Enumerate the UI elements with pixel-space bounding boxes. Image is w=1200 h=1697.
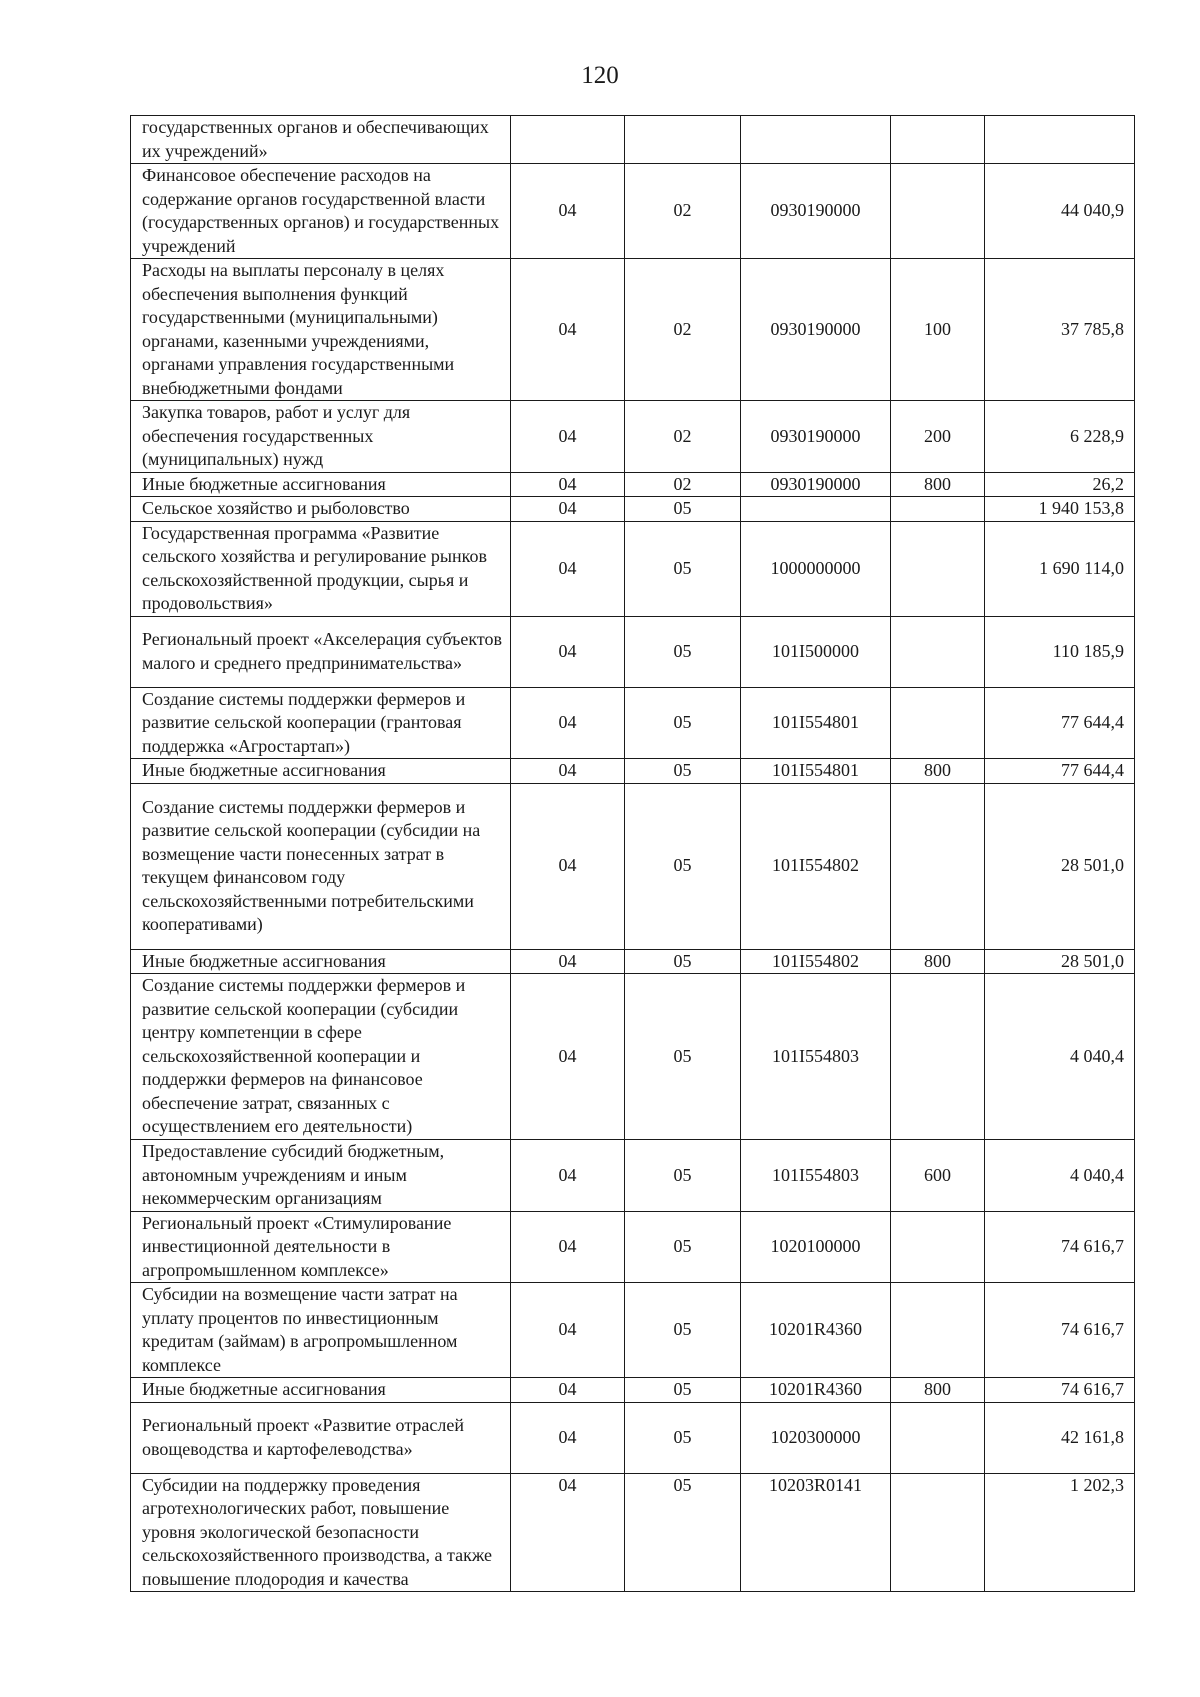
row-subsection: 02	[625, 259, 741, 401]
row-section: 04	[511, 974, 625, 1140]
row-amount: 4 040,4	[985, 974, 1135, 1140]
row-target-article: 101I554802	[741, 949, 891, 974]
row-subsection: 05	[625, 1283, 741, 1378]
row-target-article: 101I500000	[741, 616, 891, 687]
row-expense-type	[891, 616, 985, 687]
row-target-article: 0930190000	[741, 259, 891, 401]
row-target-article: 0930190000	[741, 401, 891, 473]
row-name: Региональный проект «Развитие отраслей овощеводства и картофелеводства»	[131, 1402, 511, 1473]
row-section: 04	[511, 497, 625, 522]
table-row	[131, 783, 1135, 949]
row-expense-type	[891, 521, 985, 616]
row-amount: 74 616,7	[985, 1378, 1135, 1403]
row-amount	[985, 116, 1135, 164]
row-name: Создание системы поддержки фермеров и развитие сельской кооперации (грантовая поддержка «Агростартап»)	[131, 687, 511, 759]
row-name: Предоставление субсидий бюджетным, автономным учреждениям и иным некоммерческим организациям	[131, 1140, 511, 1212]
row-subsection: 05	[625, 949, 741, 974]
row-amount: 74 616,7	[985, 1283, 1135, 1378]
row-section: 04	[511, 1283, 625, 1378]
row-target-article	[741, 116, 891, 164]
row-name: Закупка товаров, работ и услуг для обеспечения государственных (муниципальных) нужд	[131, 401, 511, 473]
row-amount: 1 202,3	[985, 1473, 1135, 1592]
table-row	[131, 616, 1135, 687]
row-section: 04	[511, 687, 625, 759]
row-amount: 42 161,8	[985, 1402, 1135, 1473]
row-amount: 77 644,4	[985, 759, 1135, 784]
row-name: Иные бюджетные ассигнования	[131, 1378, 511, 1403]
row-subsection: 05	[625, 1402, 741, 1473]
row-amount: 28 501,0	[985, 949, 1135, 974]
row-amount: 1 690 114,0	[985, 521, 1135, 616]
table-row	[131, 1473, 1135, 1592]
row-subsection: 02	[625, 401, 741, 473]
table-row	[131, 1140, 1135, 1212]
row-expense-type: 100	[891, 259, 985, 401]
row-target-article: 0930190000	[741, 472, 891, 497]
row-amount: 37 785,8	[985, 259, 1135, 401]
row-section: 04	[511, 164, 625, 259]
row-expense-type: 200	[891, 401, 985, 473]
table-row	[131, 116, 1135, 164]
row-target-article: 101I554803	[741, 974, 891, 1140]
row-name: Иные бюджетные ассигнования	[131, 759, 511, 784]
row-target-article: 101I554801	[741, 687, 891, 759]
row-section: 04	[511, 1473, 625, 1592]
table-row	[131, 974, 1135, 1140]
row-amount: 44 040,9	[985, 164, 1135, 259]
row-target-article: 1000000000	[741, 521, 891, 616]
row-expense-type	[891, 687, 985, 759]
row-section: 04	[511, 1211, 625, 1283]
row-section: 04	[511, 783, 625, 949]
row-target-article: 101I554803	[741, 1140, 891, 1212]
row-target-article: 1020100000	[741, 1211, 891, 1283]
table-row	[131, 1283, 1135, 1378]
row-subsection: 05	[625, 521, 741, 616]
row-target-article: 101I554801	[741, 759, 891, 784]
row-amount: 74 616,7	[985, 1211, 1135, 1283]
row-expense-type	[891, 497, 985, 522]
table-row	[131, 497, 1135, 522]
row-target-article: 0930190000	[741, 164, 891, 259]
table-row	[131, 1378, 1135, 1403]
row-expense-type	[891, 116, 985, 164]
row-subsection: 05	[625, 497, 741, 522]
row-section: 04	[511, 259, 625, 401]
row-section: 04	[511, 759, 625, 784]
row-section: 04	[511, 1140, 625, 1212]
row-amount: 28 501,0	[985, 783, 1135, 949]
row-subsection: 02	[625, 472, 741, 497]
row-expense-type: 800	[891, 949, 985, 974]
row-amount: 110 185,9	[985, 616, 1135, 687]
table-row	[131, 949, 1135, 974]
row-subsection: 05	[625, 1378, 741, 1403]
row-name: Финансовое обеспечение расходов на содержание органов государственной власти (государственных органов) и государственных учреждений	[131, 164, 511, 259]
row-subsection: 05	[625, 1140, 741, 1212]
row-subsection: 05	[625, 687, 741, 759]
row-expense-type: 800	[891, 1378, 985, 1403]
row-name: Иные бюджетные ассигнования	[131, 472, 511, 497]
row-expense-type	[891, 1402, 985, 1473]
row-section: 04	[511, 521, 625, 616]
row-name: Расходы на выплаты персоналу в целях обеспечения выполнения функций государственными (муниципальными) органами, казенными учреждениями, органами управления государственными внебюджетными фондами	[131, 259, 511, 401]
row-expense-type	[891, 783, 985, 949]
row-target-article: 10201R4360	[741, 1283, 891, 1378]
page-number: 120	[581, 62, 619, 89]
table-row	[131, 164, 1135, 259]
row-expense-type	[891, 1473, 985, 1592]
row-subsection: 05	[625, 783, 741, 949]
row-name: Государственная программа «Развитие сельского хозяйства и регулирование рынков сельскохозяйственной продукции, сырья и продовольствия»	[131, 521, 511, 616]
table-row	[131, 1211, 1135, 1283]
row-section: 04	[511, 616, 625, 687]
row-section: 04	[511, 1402, 625, 1473]
table-row	[131, 259, 1135, 401]
row-name: Субсидии на возмещение части затрат на уплату процентов по инвестиционным кредитам (займам) в агропромышленном комплексе	[131, 1283, 511, 1378]
row-amount: 4 040,4	[985, 1140, 1135, 1212]
row-section: 04	[511, 401, 625, 473]
row-target-article: 10201R4360	[741, 1378, 891, 1403]
row-subsection: 05	[625, 759, 741, 784]
budget-table	[130, 115, 1135, 1592]
row-target-article: 101I554802	[741, 783, 891, 949]
row-amount: 6 228,9	[985, 401, 1135, 473]
row-subsection: 05	[625, 974, 741, 1140]
row-expense-type	[891, 974, 985, 1140]
row-name: Субсидии на поддержку проведения агротехнологических работ, повышение уровня экологической безопасности сельскохозяйственного производства, а также повышение плодородия и качества	[131, 1473, 511, 1592]
row-name: Создание системы поддержки фермеров и развитие сельской кооперации (субсидии на возмещение части понесенных затрат в текущем финансовом году сельскохозяйственными потребительскими кооперативами)	[131, 783, 511, 949]
row-expense-type: 600	[891, 1140, 985, 1212]
row-expense-type	[891, 164, 985, 259]
row-subsection: 05	[625, 616, 741, 687]
row-subsection: 05	[625, 1211, 741, 1283]
row-amount: 26,2	[985, 472, 1135, 497]
row-name: Создание системы поддержки фермеров и развитие сельской кооперации (субсидии центру компетенции в сфере сельскохозяйственной кооперации и поддержки фермеров на финансовое обеспечение затрат, связанных с осуществлением его деятельности)	[131, 974, 511, 1140]
row-amount: 77 644,4	[985, 687, 1135, 759]
row-expense-type	[891, 1211, 985, 1283]
row-amount: 1 940 153,8	[985, 497, 1135, 522]
row-subsection: 02	[625, 164, 741, 259]
table-row	[131, 759, 1135, 784]
row-target-article: 1020300000	[741, 1402, 891, 1473]
row-section: 04	[511, 949, 625, 974]
row-name: Региональный проект «Стимулирование инвестиционной деятельности в агропромышленном комплексе»	[131, 1211, 511, 1283]
row-expense-type: 800	[891, 759, 985, 784]
table-row	[131, 687, 1135, 759]
row-subsection: 05	[625, 1473, 741, 1592]
row-section	[511, 116, 625, 164]
table-row	[131, 401, 1135, 473]
row-name: государственных органов и обеспечивающих их учреждений»	[131, 116, 511, 164]
row-section: 04	[511, 472, 625, 497]
table-row	[131, 472, 1135, 497]
row-name: Региональный проект «Акселерация субъектов малого и среднего предпринимательства»	[131, 616, 511, 687]
row-expense-type	[891, 1283, 985, 1378]
row-subsection	[625, 116, 741, 164]
row-name: Сельское хозяйство и рыболовство	[131, 497, 511, 522]
row-name: Иные бюджетные ассигнования	[131, 949, 511, 974]
table-row	[131, 521, 1135, 616]
row-section: 04	[511, 1378, 625, 1403]
table-row	[131, 1402, 1135, 1473]
row-target-article: 10203R0141	[741, 1473, 891, 1592]
row-expense-type: 800	[891, 472, 985, 497]
row-target-article	[741, 497, 891, 522]
